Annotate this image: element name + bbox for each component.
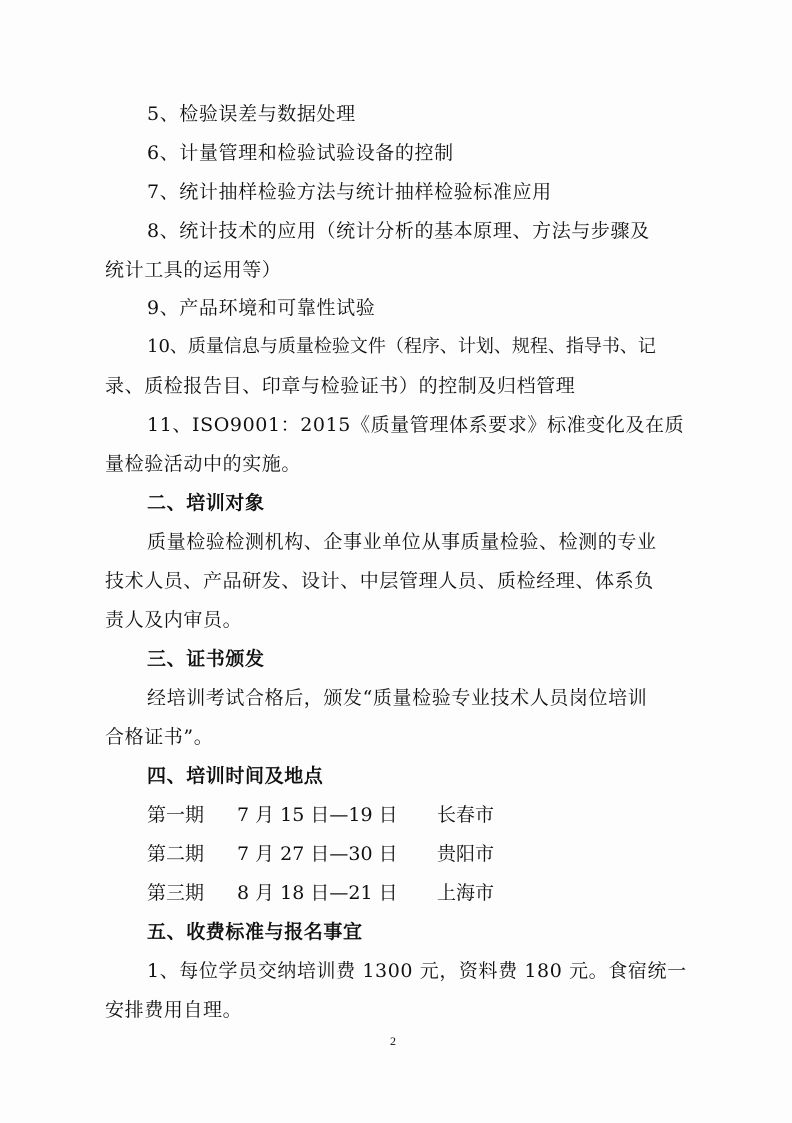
section-heading-fees: 五、收费标准与报名事宜 — [147, 921, 363, 943]
schedule-row — [147, 845, 494, 864]
topic-item-10-line2: 录、质检报告目、印章与检验证书）的控制及归档管理 — [105, 375, 576, 397]
section-heading-trainees: 二、培训对象 — [147, 492, 265, 514]
trainees-paragraph-line3: 责人及内审员。 — [105, 609, 243, 631]
topic-item-10-line1: 10、质量信息与质量检验文件（程序、计划、规程、指导书、记 — [147, 336, 656, 357]
schedule-dates: 7 月 15 日—19 日 — [237, 804, 398, 826]
topic-item-6: 6、计量管理和检验试验设备的控制 — [147, 142, 454, 164]
section-heading-certificate: 三、证书颁发 — [147, 648, 265, 670]
trainees-paragraph-line1: 质量检验检测机构、企事业单位从事质量检验、检测的专业 — [147, 531, 657, 553]
schedule-city: 上海市 — [437, 882, 495, 904]
topic-item-11-line1: 11、ISO9001：2015《质量管理体系要求》标准变化及在质 — [147, 414, 685, 436]
certificate-paragraph-line2: 合格证书”。 — [105, 726, 214, 748]
schedule-dates: 8 月 18 日—21 日 — [237, 882, 398, 904]
topic-item-9: 9、产品环境和可靠性试验 — [147, 297, 376, 319]
fees-paragraph-line2: 安排费用自理。 — [105, 999, 243, 1021]
section-heading-schedule: 四、培训时间及地点 — [147, 765, 324, 787]
fees-paragraph-line1: 1、每位学员交纳培训费 1300 元，资料费 180 元。食宿统一 — [147, 960, 687, 982]
schedule-period: 第二期 — [147, 843, 205, 865]
schedule-row — [147, 884, 494, 903]
topic-item-5: 5、检验误差与数据处理 — [147, 103, 356, 125]
schedule-period: 第三期 — [147, 882, 205, 904]
topic-item-8-line2: 统计工具的运用等） — [105, 259, 282, 281]
topic-item-11-line2: 量检验活动中的实施。 — [105, 453, 302, 475]
schedule-row — [147, 806, 494, 825]
topic-item-8-line1: 8、统计技术的应用（统计分析的基本原理、方法与步骤及 — [147, 220, 650, 242]
trainees-paragraph-line2: 技术人员、产品研发、设计、中层管理人员、质检经理、体系负 — [105, 570, 654, 592]
schedule-dates: 7 月 27 日—30 日 — [237, 843, 398, 865]
schedule-city: 长春市 — [437, 804, 495, 826]
schedule-city: 贵阳市 — [437, 843, 495, 865]
schedule-period: 第一期 — [147, 804, 205, 826]
page-number: 2 — [390, 1034, 396, 1048]
topic-item-7: 7、统计抽样检验方法与统计抽样检验标准应用 — [147, 181, 552, 203]
certificate-paragraph-line1: 经培训考试合格后，颁发“质量检验专业技术人员岗位培训 — [147, 687, 648, 709]
